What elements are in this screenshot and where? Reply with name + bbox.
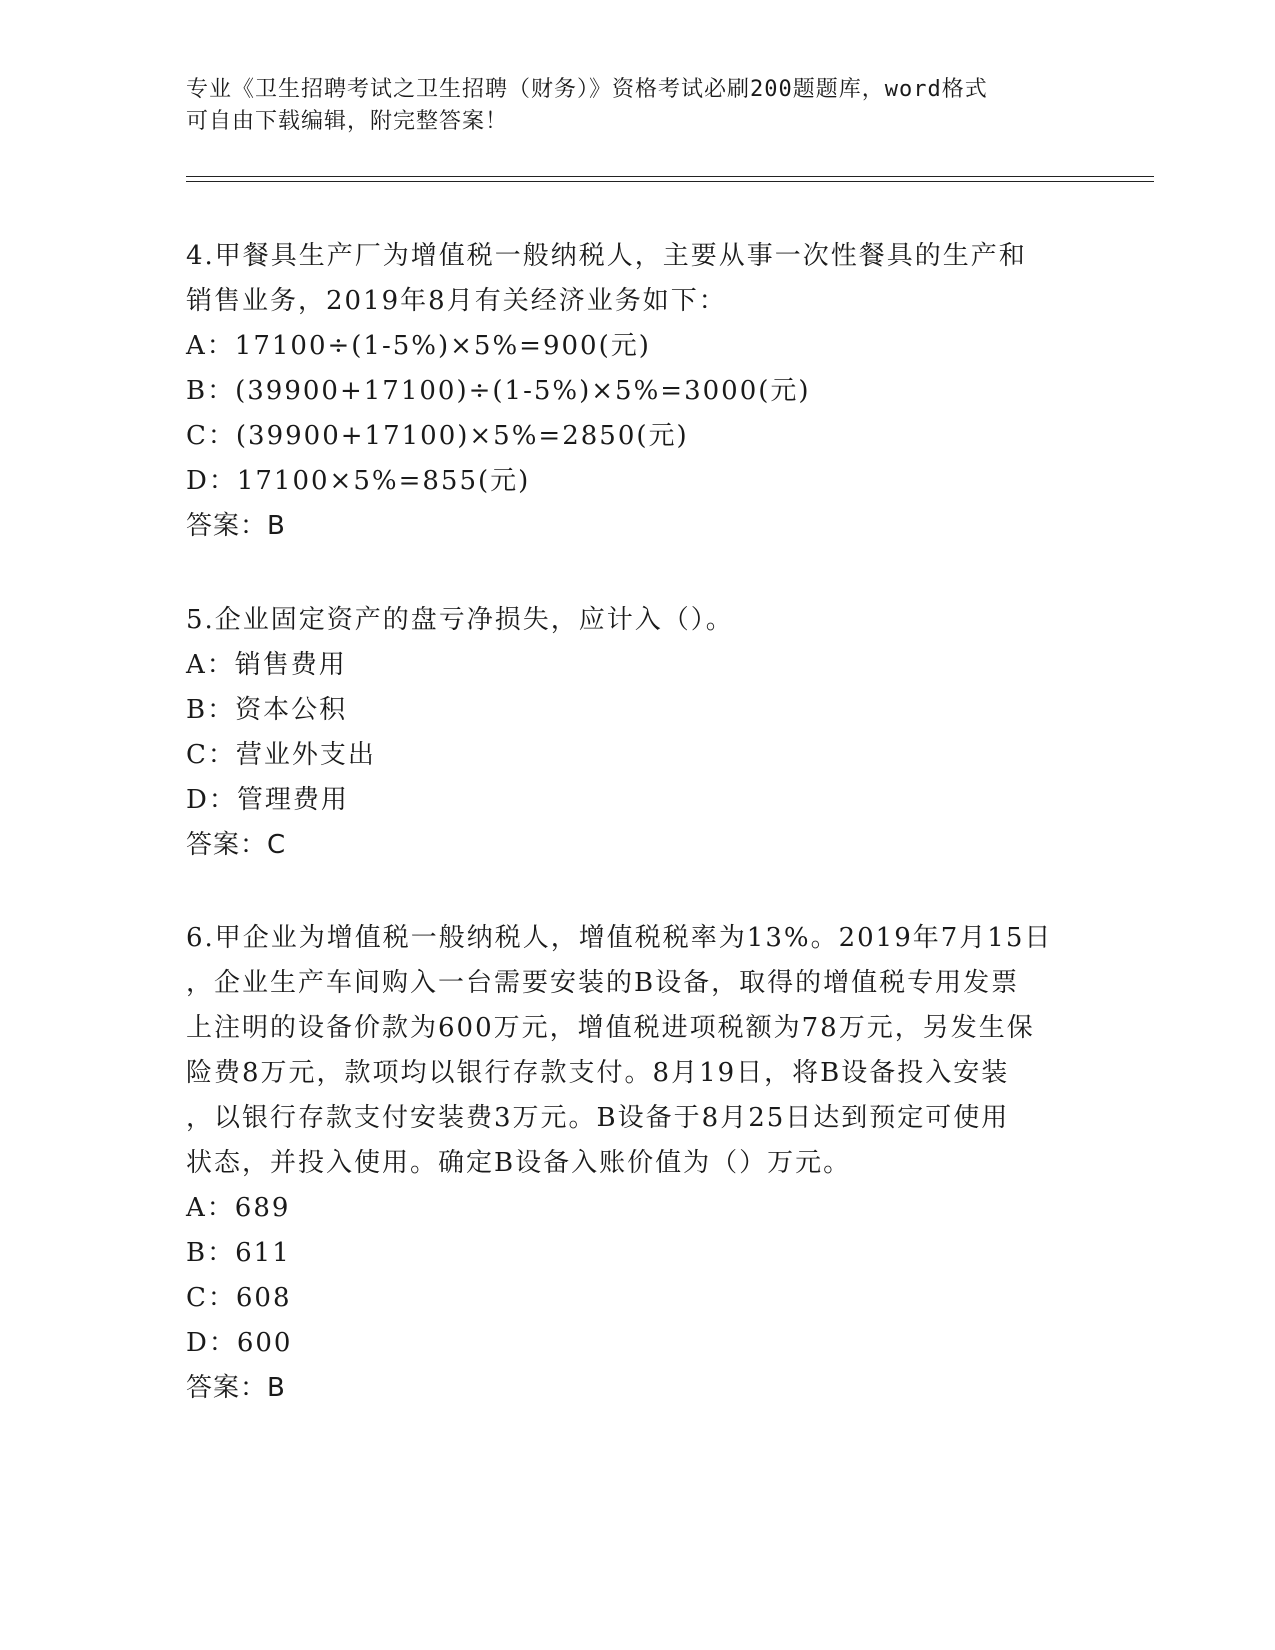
question-stem-line: 4.甲餐具生产厂为增值税一般纳税人，主要从事一次性餐具的生产和 [186,241,1027,271]
question-stem-line: ，企业生产车间购入一台需要安装的B设备，取得的增值税专用发票 [186,968,1020,998]
option-c: C：608 [186,1283,292,1313]
option-b: B：611 [186,1238,291,1268]
question-stem-line: 销售业务，2019年8月有关经济业务如下： [186,286,727,316]
answer-label: 答案：B [186,1373,286,1403]
option-a: A：689 [186,1193,291,1223]
question-5 [186,598,1086,868]
header-line-1: 专业《卫生招聘考试之卫生招聘（财务）》资格考试必刷200题题库，word格式 [186,77,988,102]
option-d: D：600 [186,1328,293,1358]
question-4 [186,234,1086,549]
question-stem-line: 5.企业固定资产的盘亏净损失，应计入（）。 [186,605,734,635]
option-c: C：(39900+17100)×5%=2850(元) [186,421,689,451]
question-stem-line: ，以银行存款支付安装费3万元。B设备于8月25日达到预定可使用 [186,1103,1010,1133]
option-d: D：17100×5%=855(元) [186,466,531,496]
question-6 [186,916,1086,1411]
question-stem-line: 上注明的设备价款为600万元，增值税进项税额为78万元，另发生保 [186,1013,1035,1043]
answer-label: 答案：B [186,511,286,541]
option-a: A：销售费用 [186,650,347,680]
question-stem-line: 6.甲企业为增值税一般纳税人，增值税税率为13%。2019年7月15日 [186,923,1053,953]
option-d: D：管理费用 [186,785,349,815]
option-b: B：资本公积 [186,695,348,725]
option-b: B：(39900+17100)÷(1-5%)×5%=3000(元) [186,376,811,406]
header-divider-bottom [186,181,1154,182]
header-line-2: 可自由下载编辑，附完整答案！ [186,109,509,134]
option-c: C：营业外支出 [186,740,376,770]
answer-label: 答案：C [186,830,287,860]
document-header [186,74,1066,138]
question-stem-line: 状态，并投入使用。确定B设备入账价值为（）万元。 [186,1148,852,1178]
question-stem-line: 险费8万元，款项均以银行存款支付。8月19日，将B设备投入安装 [186,1058,1010,1088]
header-divider-top [186,176,1154,177]
option-a: A：17100÷(1-5%)×5%=900(元) [186,331,651,361]
